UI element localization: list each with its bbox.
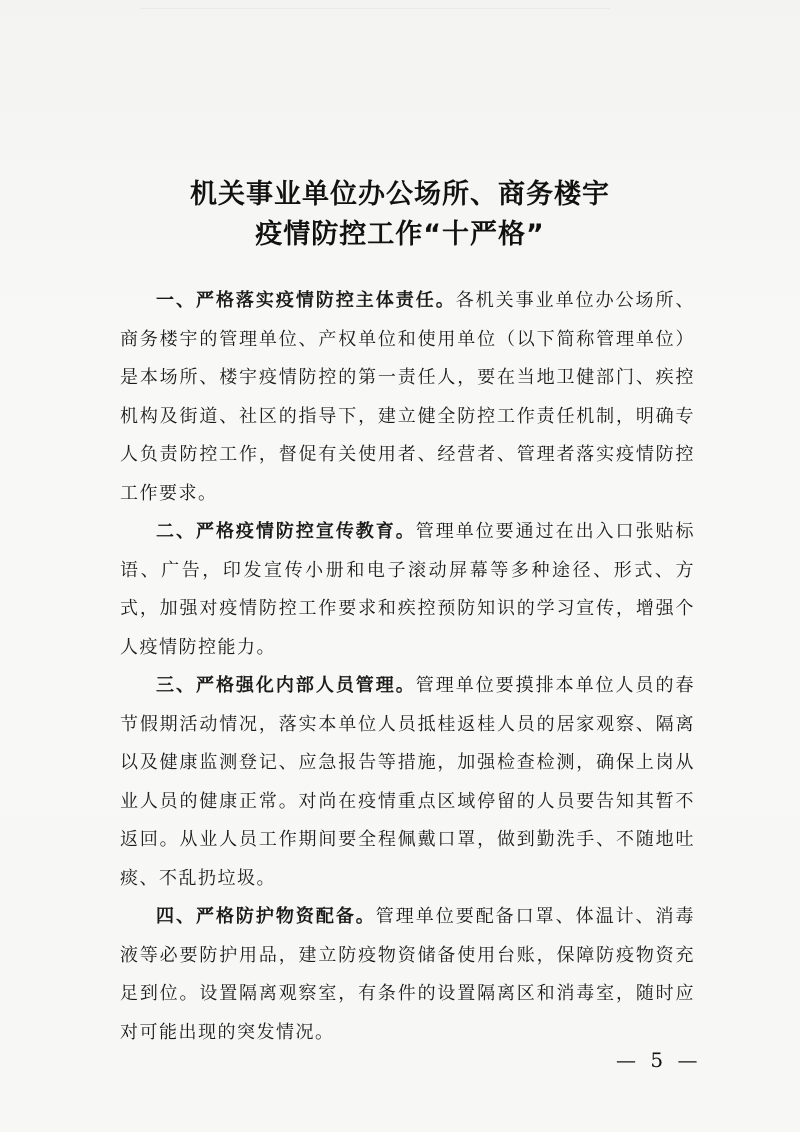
section-2-text: 管理单位要通过在出入口张贴标语、广告，印发宣传小册和电子滚动屏幕等多种途径、形式、方式，加强对疫情防控工作要求和疾控预防知识的学习宣传，增强个人疫情防控能力。	[120, 521, 695, 658]
section-3-text: 管理单位要摸排本单位人员的春节假期活动情况，落实本单位人员抵桂返桂人员的居家观察、隔离以及健康监测登记、应急报告等措施，加强检查检测，确保上岗从业人员的健康正常。对尚在疫情重点区域停留的人员要告知其暂不返回。从业人员工作期间要全程佩戴口罩，做到勤洗手、不随地吐痰、不乱扔垃圾。	[120, 675, 695, 889]
document-title-line-2: 疫情防控工作“十严格”	[255, 219, 545, 250]
section-2-paragraph	[120, 513, 695, 667]
section-1-text: 各机关事业单位办公场所、商务楼宇的管理单位、产权单位和使用单位（以下简称管理单位）是本场所、楼宇疫情防控的第一责任人，要在当地卫健部门、疾控机构及街道、社区的指导下，建立健全防控工作责任机制，明确专人负责防控工作，督促有关使用者、经营者、管理者落实疫情防控工作要求。	[120, 290, 696, 504]
section-3-heading: 三、严格强化内部人员管理。	[156, 675, 416, 696]
document-body	[120, 282, 695, 1052]
section-3-paragraph	[120, 667, 695, 898]
section-1-heading: 一、严格落实疫情防控主体责任。	[156, 290, 456, 311]
document-title-line-1: 机关事业单位办公场所、商务楼宇	[190, 179, 610, 210]
section-4-heading: 四、严格防护物资配备。	[156, 906, 376, 927]
section-4-text: 管理单位要配备口罩、体温计、消毒液等必要防护用品，建立防疫物资储备使用台账，保障防疫物资充足到位。设置隔离观察室，有条件的设置隔离区和消毒室，随时应对可能出现的突发情况。	[120, 906, 696, 1043]
section-1-paragraph	[120, 282, 695, 513]
section-4-paragraph	[120, 898, 695, 1052]
scan-edge-marks	[140, 8, 610, 15]
section-2-heading: 二、严格疫情防控宣传教育。	[156, 521, 416, 542]
page-number: — 5 —	[616, 1048, 702, 1072]
